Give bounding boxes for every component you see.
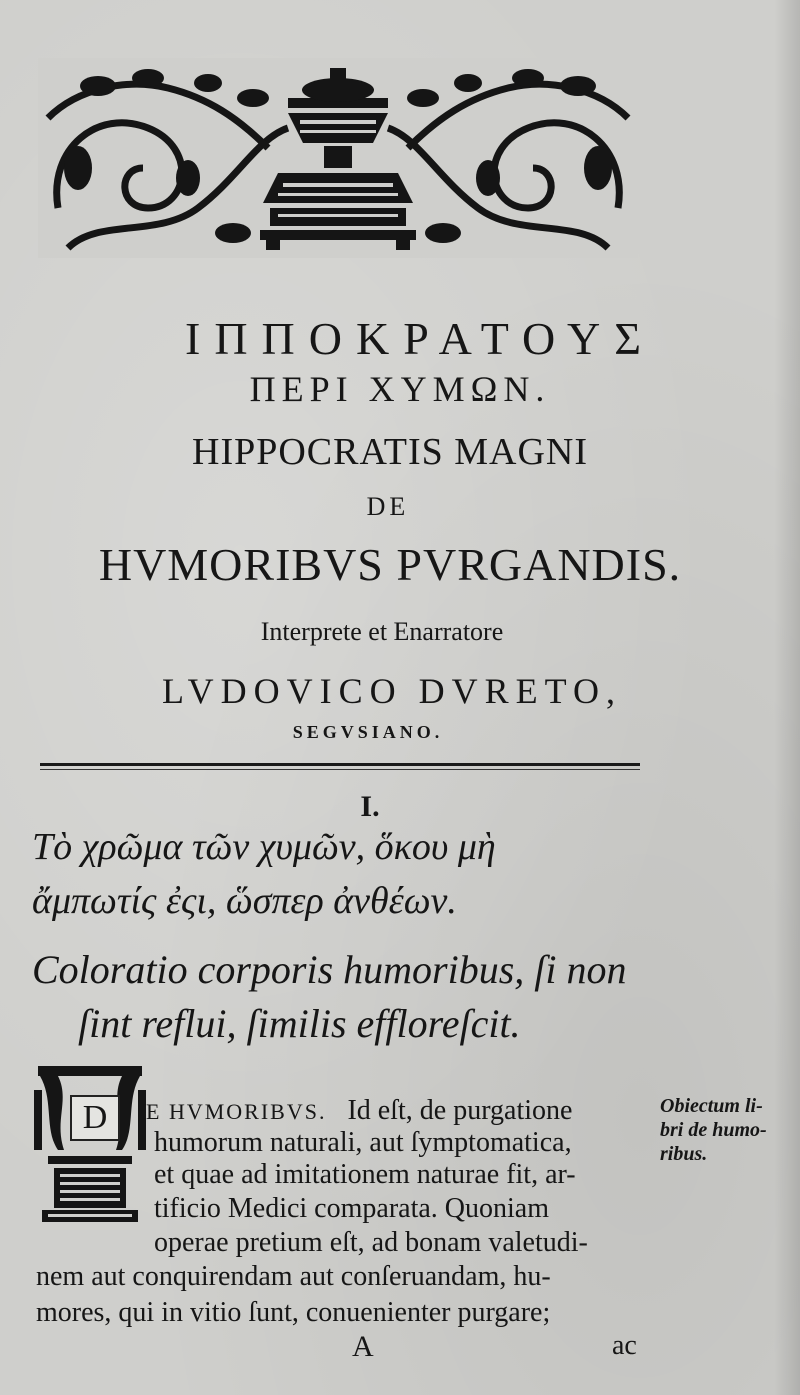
greek-work-title: ΠΕΡΙ ΧΥΜΩΝ. <box>249 369 551 409</box>
commentary-line-1-text: Id eſt, de purgatione <box>347 1095 573 1126</box>
marginal-note <box>660 1094 795 1166</box>
aphorism-latin-line-2: ſint reflui, ſimilis effloreſcit. <box>78 1001 521 1046</box>
commentary-line-3: et quae ad imitationem naturae fit, ar- <box>154 1159 576 1190</box>
commentary-line-5: operae pretium eſt, ad bonam valetudi- <box>154 1227 588 1258</box>
catchword: ac <box>612 1330 637 1361</box>
double-rule-top <box>40 763 640 766</box>
signature-mark: A <box>352 1330 374 1363</box>
commentary-line-1 <box>146 1094 572 1129</box>
double-rule-bottom <box>40 769 640 770</box>
commentary-line-4: tificio Medici comparata. Quoniam <box>154 1193 549 1224</box>
latin-work-title: HVMORIBVS PVRGANDIS. <box>98 539 682 590</box>
aphorism-greek-line-1: Τὸ χρῶμα τῶν χυμῶν, ὅκου μὴ <box>32 826 496 868</box>
draped-initial-frame-icon <box>34 1060 146 1228</box>
commentary-line-7: mores, qui in vitio ſunt, conuenienter purgare; <box>36 1297 551 1328</box>
latin-author-heading: HIPPOCRATIS MAGNI <box>192 431 588 473</box>
aphorism-greek-line-2: ἄμπωτίς ἐςι, ὥσπερ ἀνθέων. <box>32 880 457 922</box>
greek-author-heading: ΙΠΠΟΚΡΑΤΟΥΣ <box>185 313 655 364</box>
ornamental-headpiece-icon <box>38 58 638 258</box>
marginal-note-line-3: ribus. <box>660 1143 708 1165</box>
commentary-line-2: humorum naturali, aut ſymptomatica, <box>154 1127 572 1158</box>
marginal-note-line-1: Obiectum li- <box>660 1095 763 1117</box>
aphorism-number: I. <box>360 790 380 823</box>
marginal-note-line-2: bri de humo- <box>660 1119 767 1141</box>
aphorism-latin-line-1: Coloratio corporis humoribus, ſi non <box>32 947 627 992</box>
commentary-line-6: nem aut conquirendam aut conſeruandam, hu- <box>36 1261 551 1292</box>
latin-de-line: DE <box>366 492 410 521</box>
drop-cap-initial: D <box>70 1095 120 1141</box>
commentary-lead-smallcaps: E HVMORIBVS. <box>146 1099 327 1124</box>
interpreter-origin: SEGVSIANO. <box>292 722 444 742</box>
interpreter-label: Interprete et Enarratore <box>260 617 504 646</box>
interpreter-name: LVDOVICO DVRETO, <box>161 671 622 711</box>
